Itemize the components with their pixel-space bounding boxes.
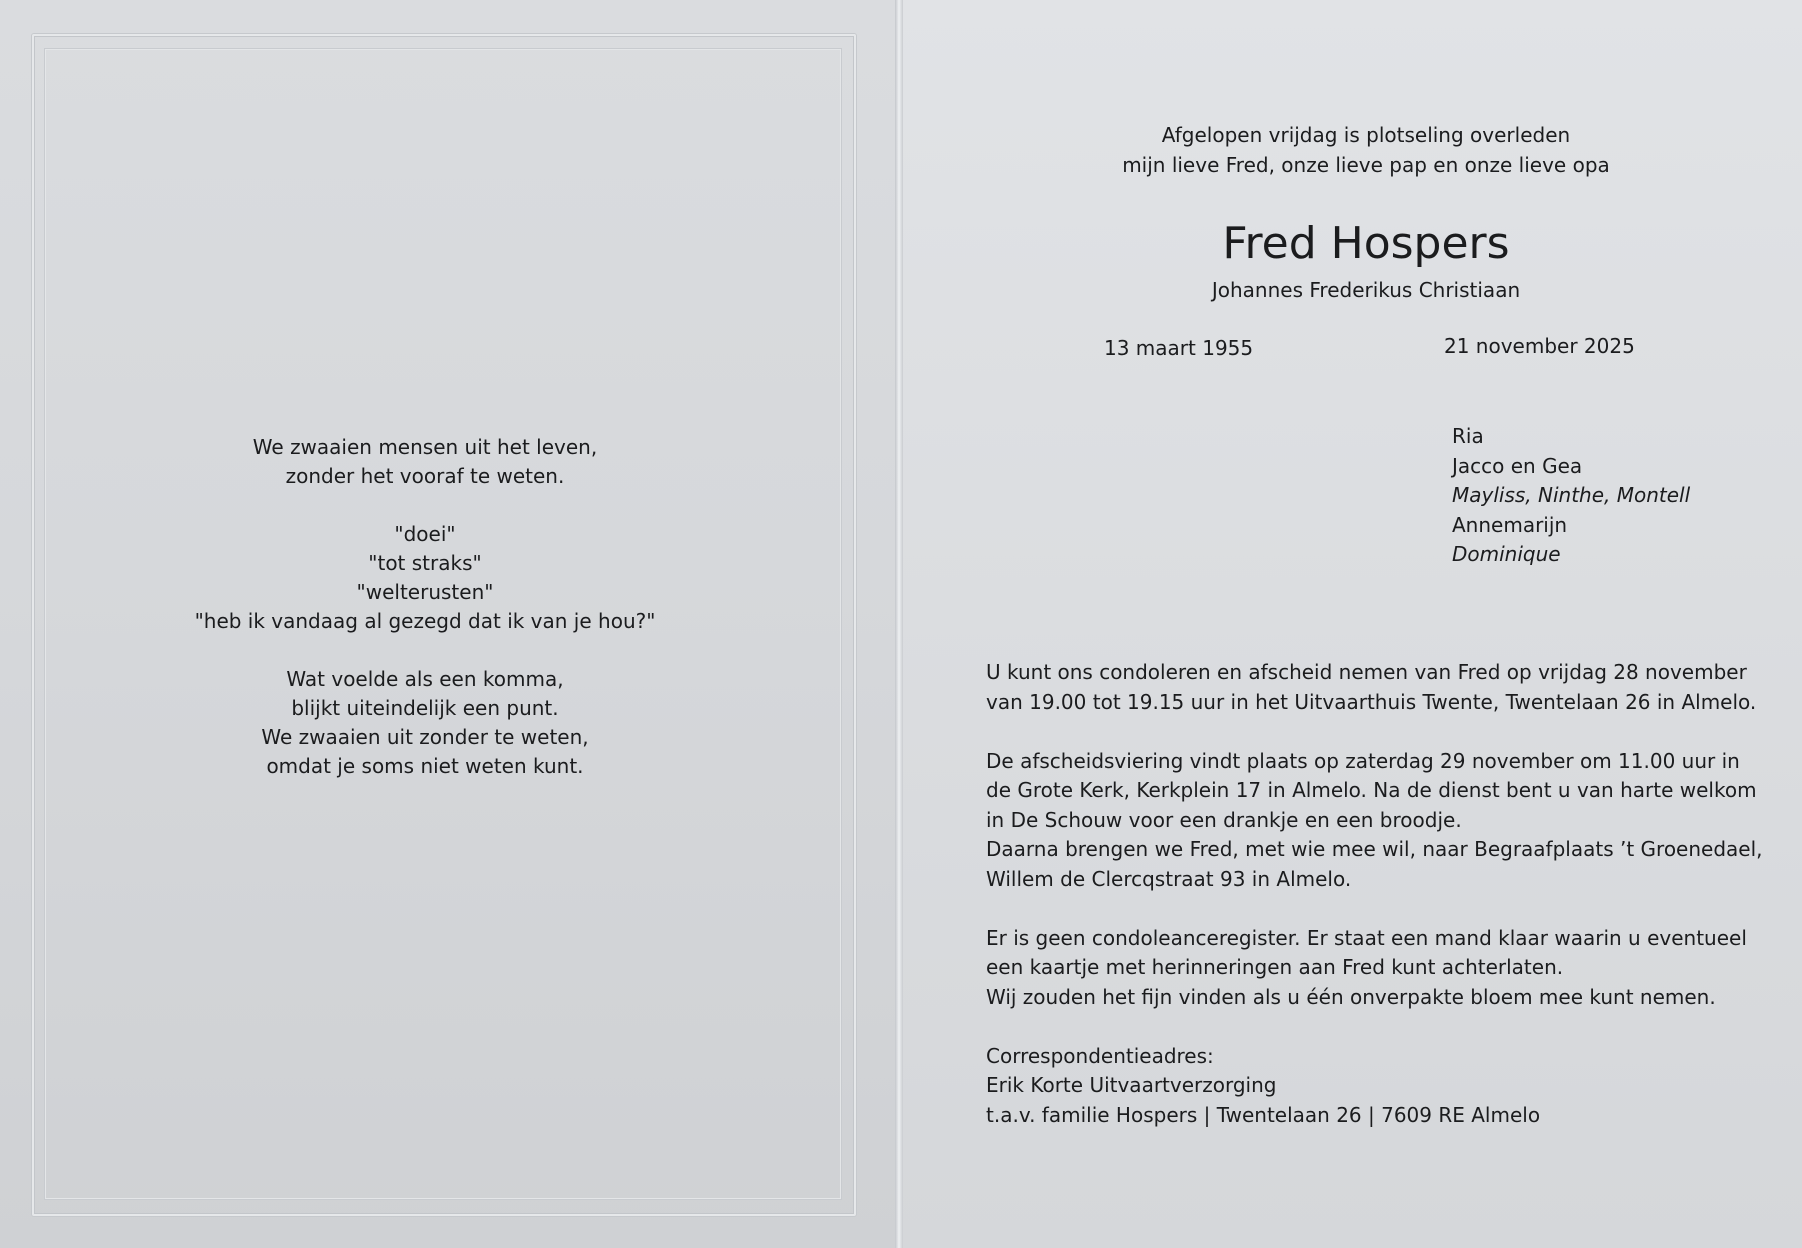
text-line: De afscheidsviering vindt plaats op zaterdag 29 november om 11.00 uur in bbox=[986, 748, 1740, 773]
poem-line: zonder het vooraf te weten. bbox=[285, 464, 565, 488]
poem-stanza bbox=[100, 520, 750, 636]
family-member: Dominique bbox=[1452, 542, 1561, 566]
poem-line: "doei" bbox=[394, 522, 456, 546]
text-line: Correspondentieadres: bbox=[986, 1043, 1214, 1068]
birth-date: 13 maart 1955 bbox=[1104, 336, 1254, 360]
announcement-intro bbox=[986, 120, 1746, 180]
text-line: Er is geen condoleanceregister. Er staat een mand klaar waarin u eventueel bbox=[986, 925, 1747, 950]
poem-line: Wat voelde als een komma, bbox=[286, 667, 564, 691]
family-member: Ria bbox=[1452, 424, 1484, 448]
poem bbox=[100, 433, 750, 810]
given-names: Johannes Frederikus Christiaan bbox=[1211, 278, 1521, 302]
text-line: Willem de Clercqstraat 93 in Almelo. bbox=[986, 866, 1352, 891]
poem-line: "heb ik vandaag al gezegd dat ik van je hou?" bbox=[194, 609, 656, 633]
poem-stanza bbox=[100, 433, 750, 491]
deceased-name: Fred Hospers bbox=[1222, 218, 1510, 269]
intro-line: Afgelopen vrijdag is plotseling overleden bbox=[1161, 123, 1571, 147]
text-line: Erik Korte Uitvaartverzorging bbox=[986, 1073, 1277, 1097]
text-line: een kaartje met herinneringen aan Fred kunt achterlaten. bbox=[986, 955, 1564, 979]
condolence-paragraph bbox=[986, 658, 1766, 717]
death-date: 21 november 2025 bbox=[1444, 334, 1635, 358]
poem-line: We zwaaien mensen uit het leven, bbox=[252, 435, 598, 459]
text-line: de Grote Kerk, Kerkplein 17 in Almelo. Na de dienst bent u van harte welkom bbox=[986, 778, 1757, 802]
text-line: Wij zouden het fijn vinden als u één onverpakte bloem mee kunt nemen. bbox=[986, 984, 1716, 1009]
card-fold bbox=[895, 0, 903, 1248]
family-member: Mayliss, Ninthe, Montell bbox=[1452, 483, 1691, 507]
family-list bbox=[1452, 422, 1690, 570]
family-member: Jacco en Gea bbox=[1452, 453, 1583, 478]
text-line: Daarna brengen we Fred, met wie mee wil, naar Begraafplaats ’t Groenedael, bbox=[986, 837, 1763, 861]
service-details bbox=[986, 658, 1766, 1160]
poem-line: "welterusten" bbox=[356, 580, 494, 604]
poem-line: We zwaaien uit zonder te weten, bbox=[261, 725, 589, 749]
poem-line: "tot straks" bbox=[368, 551, 482, 575]
text-line: van 19.00 tot 19.15 uur in het Uitvaarthuis Twente, Twentelaan 26 in Almelo. bbox=[986, 689, 1757, 714]
poem-line: blijkt uiteindelijk een punt. bbox=[291, 696, 559, 720]
poem-stanza bbox=[100, 665, 750, 781]
register-paragraph bbox=[986, 924, 1766, 1013]
ceremony-paragraph bbox=[986, 747, 1766, 895]
correspondence-address bbox=[986, 1042, 1766, 1131]
intro-line: mijn lieve Fred, onze lieve pap en onze lieve opa bbox=[1122, 153, 1610, 177]
text-line: in De Schouw voor een drankje en een broodje. bbox=[986, 807, 1462, 832]
poem-line: omdat je soms niet weten kunt. bbox=[266, 754, 584, 778]
family-member: Annemarijn bbox=[1452, 512, 1568, 537]
text-line: U kunt ons condoleren en afscheid nemen van Fred op vrijdag 28 november bbox=[986, 660, 1747, 684]
text-line: t.a.v. familie Hospers | Twentelaan 26 | 7609 RE Almelo bbox=[986, 1102, 1541, 1127]
